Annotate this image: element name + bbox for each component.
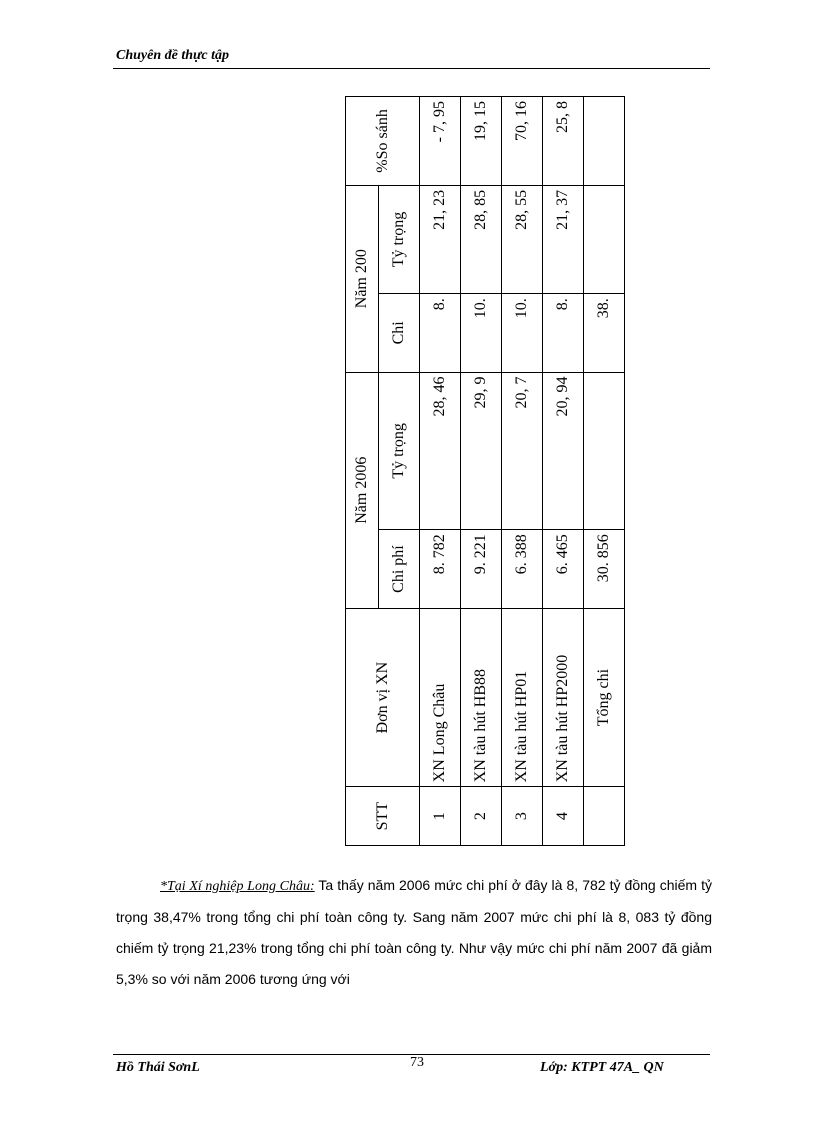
table-row — [543, 97, 584, 846]
row-cost1: 6. 465 — [543, 530, 584, 609]
row-cost2: 10. — [461, 294, 502, 372]
page-header-title: Chuyên đề thực tập — [116, 48, 230, 63]
header-year1: Năm 2006 — [346, 372, 379, 608]
paragraph-text: Ta thấy năm 2006 mức chi phí ở đây là 8, 782 tỷ đồng chiếm tỷ trọng 38,47% trong tổng chi phí toàn công ty. Sang năm 2007 mức chi phí là 8, 083 tỷ đồng chiếm tỷ trọng 21,23% trong tổng chi phí toàn công ty. Như vậy mức chi phí năm 2007 đã giảm 5,3% so với năm 2006 tương ứng với — [116, 877, 713, 987]
total-share1 — [584, 372, 625, 530]
row-share2: 21, 23 — [420, 185, 461, 293]
header-cost1: Chi phí — [379, 530, 420, 609]
total-cost2: 38. — [584, 294, 625, 372]
page-number: 73 — [410, 1055, 424, 1070]
row-cost1: 6. 388 — [502, 530, 543, 609]
total-label: Tổng chi — [584, 608, 625, 786]
row-cost1: 9. 221 — [461, 530, 502, 609]
total-cost1: 30. 856 — [584, 530, 625, 609]
row-cost2: 8. — [420, 294, 461, 372]
paragraph-lead: *Tại Xí nghiệp Long Châu: — [160, 879, 315, 894]
row-share1: 20, 94 — [543, 372, 584, 530]
row-compare: 70, 16 — [502, 97, 543, 186]
row-cost1: 8. 782 — [420, 530, 461, 609]
body-paragraph — [116, 870, 712, 995]
total-share2 — [584, 185, 625, 293]
table-header-row — [346, 97, 379, 846]
row-stt: 4 — [543, 787, 584, 846]
row-compare: - 7, 95 — [420, 97, 461, 186]
total-stt — [584, 787, 625, 846]
rotated-table-wrapper — [345, 96, 612, 846]
row-compare: 25, 8 — [543, 97, 584, 186]
cost-table-container — [345, 96, 612, 846]
header-year2: Năm 200 — [346, 185, 379, 372]
header-stt: STT — [346, 787, 420, 846]
row-compare: 19, 15 — [461, 97, 502, 186]
total-compare — [584, 97, 625, 186]
row-unit: XN tàu hút HP01 — [502, 608, 543, 786]
row-share2: 28, 85 — [461, 185, 502, 293]
header-rule — [113, 68, 710, 69]
row-stt: 3 — [502, 787, 543, 846]
header-share2: Tỷ trọng — [379, 185, 420, 293]
header-cost2: Chi — [379, 294, 420, 372]
header-compare: %So sánh — [346, 97, 420, 186]
row-share1: 28, 46 — [420, 372, 461, 530]
cost-table — [345, 96, 625, 846]
row-share1: 29, 9 — [461, 372, 502, 530]
row-share1: 20, 7 — [502, 372, 543, 530]
row-unit: XN tàu hút HB88 — [461, 608, 502, 786]
row-unit: XN Long Châu — [420, 608, 461, 786]
table-row — [461, 97, 502, 846]
row-cost2: 8. — [543, 294, 584, 372]
table-row — [502, 97, 543, 846]
row-stt: 2 — [461, 787, 502, 846]
row-share2: 21, 37 — [543, 185, 584, 293]
footer-author: Hồ Thái SơnL — [116, 1060, 200, 1075]
row-stt: 1 — [420, 787, 461, 846]
row-cost2: 10. — [502, 294, 543, 372]
footer-class: Lớp: KTPT 47A_ QN — [540, 1060, 664, 1075]
row-unit: XN tàu hút HP2000 — [543, 608, 584, 786]
row-share2: 28, 55 — [502, 185, 543, 293]
table-row — [420, 97, 461, 846]
header-share1: Tỷ trọng — [379, 372, 420, 530]
table-total-row — [584, 97, 625, 846]
header-unit: Đơn vị XN — [346, 608, 420, 786]
